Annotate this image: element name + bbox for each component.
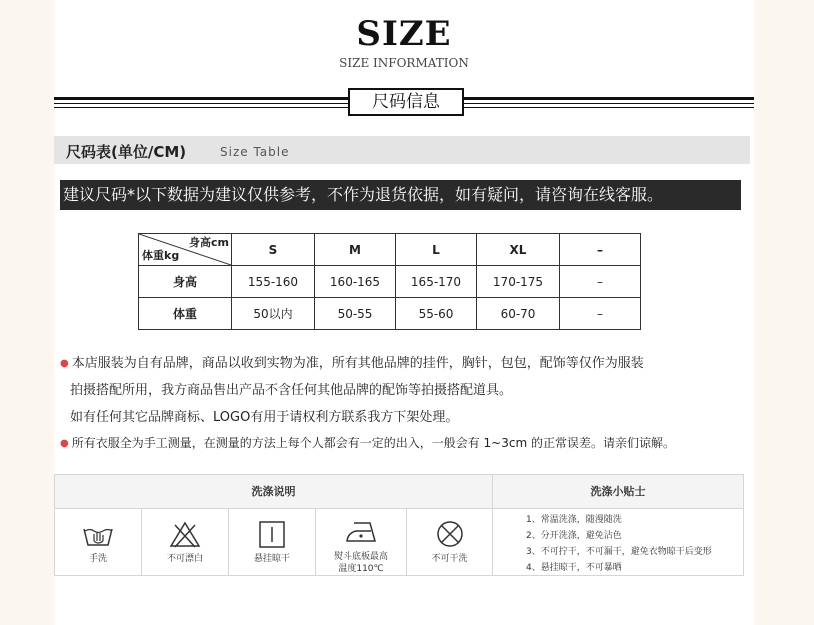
iron-icon: [344, 519, 378, 547]
table-corner-cell: [139, 234, 232, 266]
table-cell: 160-165: [315, 266, 396, 298]
list-item: 2、分开洗涤，避免沾色: [526, 531, 622, 541]
care-symbol: [316, 509, 407, 575]
row-label: 体重: [139, 298, 232, 330]
no-dry-clean-icon: [434, 519, 466, 549]
column-header: S: [232, 234, 315, 266]
table-row: [139, 266, 641, 298]
care-label: 悬挂晾干: [253, 554, 290, 564]
column-header: –: [560, 234, 641, 266]
page-title: SIZE: [356, 14, 452, 54]
table-row: [139, 298, 641, 330]
care-symbol: [229, 509, 316, 575]
section-badge: 尺码信息: [348, 88, 464, 116]
corner-weight-label: 体重kg: [142, 249, 180, 262]
care-label: 熨斗底板最高: [333, 552, 388, 562]
corner-height-label: 身高cm: [189, 236, 229, 249]
hang-dry-icon: [256, 519, 288, 549]
wash-tips-title: 洗涤小贴士: [493, 475, 743, 509]
table-cell: 155-160: [232, 266, 315, 298]
list-item: 3、不可拧干，不可漏干，避免衣物晾干后变形: [526, 547, 712, 557]
note-line: 拍摄搭配所用，我方商品售出产品不含任何其他品牌的配饰等拍摄搭配道具。: [70, 383, 513, 398]
table-cell: 55-60: [396, 298, 477, 330]
bullet-icon: ●: [60, 438, 69, 449]
note-line: 如有任何其它品牌商标、LOGO有用于请权利方联系我方下架处理。: [70, 410, 459, 425]
care-symbol: [142, 509, 229, 575]
column-header: M: [315, 234, 396, 266]
wash-instructions-title: 洗涤说明: [55, 475, 493, 509]
size-table-label-cn: 尺码表(单位/CM): [66, 143, 187, 161]
table-cell: 165-170: [396, 266, 477, 298]
table-cell: 170-175: [477, 266, 560, 298]
row-label: 身高: [139, 266, 232, 298]
care-label: 不可干洗: [431, 554, 468, 564]
recommendation-notice: 建议尺码*以下数据为建议仅供参考，不作为退货依据，如有疑问，请咨询在线客服。: [60, 180, 741, 210]
no-bleach-icon: [169, 519, 201, 549]
table-cell: 50-55: [315, 298, 396, 330]
column-header: XL: [477, 234, 560, 266]
list-item: 4、悬挂晾干，不可暴晒: [526, 563, 622, 573]
column-header: L: [396, 234, 477, 266]
size-table-header: [54, 136, 750, 164]
care-symbol: [55, 509, 142, 575]
bullet-icon: ●: [60, 358, 69, 369]
size-table-label-en: Size Table: [220, 145, 290, 159]
care-label: 手洗: [88, 554, 107, 564]
list-item: 1、常温洗涤，随漫随洗: [526, 515, 622, 525]
page: [54, 0, 754, 625]
care-label-secondary: 温度110℃: [338, 564, 384, 574]
wash-tips-list: [526, 512, 712, 576]
care-label: 不可漂白: [166, 554, 203, 564]
page-subtitle: SIZE INFORMATION: [339, 56, 469, 70]
table-cell: 60-70: [477, 298, 560, 330]
table-cell: 50以内: [232, 298, 315, 330]
table-header-row: [139, 234, 641, 266]
care-symbol: [407, 509, 493, 575]
note-line: ● 所有衣服全为手工测量，在测量的方法上每个人都会有一定的出入，一般会有 1~3cm 的正常误差。请亲们谅解。: [60, 436, 675, 450]
size-table: [138, 233, 641, 330]
hand-wash-icon: [82, 519, 114, 549]
table-cell: –: [560, 298, 641, 330]
note-line: ● 本店服装为自有品牌，商品以收到实物为准，所有其他品牌的挂件，胸针，包包，配饰等仅作为服装: [60, 356, 644, 371]
table-cell: –: [560, 266, 641, 298]
